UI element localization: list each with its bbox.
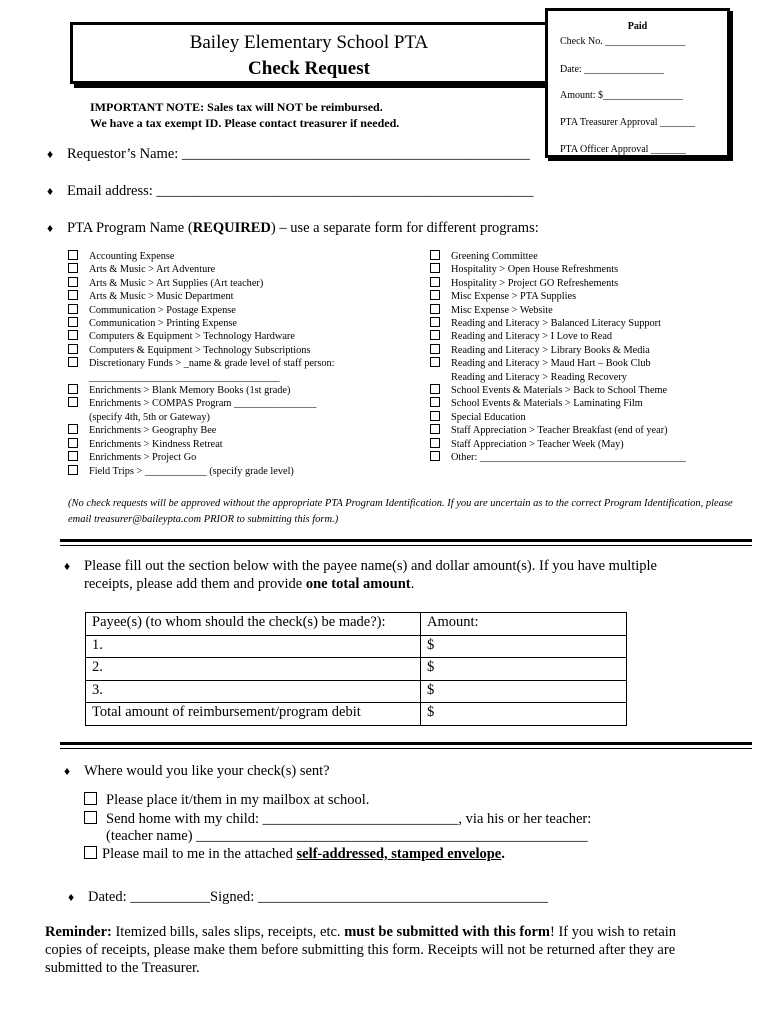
program-item[interactable]: Communication > Postage Expense	[68, 304, 335, 317]
program-item[interactable]: Enrichments > COMPAS Program ________________	[68, 397, 335, 410]
program-item[interactable]: Discretionary Funds > _name & grade level of staff person:	[68, 357, 335, 370]
checkbox-icon	[68, 357, 78, 367]
program-item[interactable]: Misc Expense > PTA Supplies	[430, 290, 686, 303]
checkbox-icon	[430, 330, 440, 340]
program-item[interactable]: Enrichments > Kindness Retreat	[68, 438, 335, 451]
program-item[interactable]: Reading and Literacy > Balanced Literacy Support	[430, 317, 686, 330]
checkbox-icon[interactable]	[84, 792, 97, 805]
payee-instruction-1: ♦ Please fill out the section below with the payee name(s) and dollar amount(s). If you have multiple	[64, 558, 657, 574]
checkbox-icon	[68, 250, 78, 260]
program-item[interactable]: School Events & Materials > Back to School Theme	[430, 384, 686, 397]
checkbox-icon	[68, 465, 78, 475]
checkbox-icon	[68, 304, 78, 314]
option-mailbox[interactable]: Please place it/them in my mailbox at school.	[84, 792, 369, 809]
checkbox-icon[interactable]	[84, 846, 97, 859]
program-item[interactable]: Reading and Literacy > Maud Hart – Book Club	[430, 357, 686, 370]
program-item[interactable]: Enrichments > Blank Memory Books (1st grade)	[68, 384, 335, 397]
program-item[interactable]: Arts & Music > Music Department	[68, 290, 335, 303]
program-item[interactable]: Enrichments > Geography Bee	[68, 424, 335, 437]
checkbox-icon	[68, 330, 78, 340]
program-item[interactable]: Field Trips > ____________ (specify grade level)	[68, 465, 335, 478]
title-box	[70, 22, 548, 84]
paid-amount-field[interactable]: Amount: $________________	[560, 90, 684, 101]
delivery-question: ♦ Where would you like your check(s) sent?	[64, 763, 330, 779]
diamond-bullet-icon: ♦	[47, 221, 54, 235]
amount-cell[interactable]: $	[421, 658, 627, 681]
option-mail[interactable]: Please mail to me in the attached self-addressed, stamped envelope.	[84, 846, 505, 863]
table-header-row	[86, 613, 627, 636]
checkbox-icon	[68, 344, 78, 354]
paid-date-field[interactable]: Date: ________________	[560, 64, 665, 75]
checkbox-icon	[430, 451, 440, 461]
program-item[interactable]: Hospitality > Open House Refreshments	[430, 263, 686, 276]
form-title: Check Request	[248, 58, 370, 79]
program-list-left	[68, 250, 335, 478]
checkbox-icon	[430, 277, 440, 287]
reminder-line2: copies of receipts, please make them before submitting this form. Receipts will not be returned after they are	[45, 942, 676, 958]
checkbox-icon	[430, 357, 440, 367]
payee-table	[85, 612, 627, 726]
payee-instruction-2: receipts, please add them and provide one total amount.	[84, 576, 415, 592]
email-field[interactable]: ♦ Email address: ____________________________________________________	[47, 183, 534, 199]
teacher-name-field[interactable]: (teacher name) ______________________________________________________	[106, 828, 588, 844]
payee-cell[interactable]: 2.	[86, 658, 421, 681]
diamond-bullet-icon: ♦	[64, 559, 71, 573]
checkbox-icon	[430, 424, 440, 434]
checkbox-icon	[68, 384, 78, 394]
checkbox-icon	[68, 277, 78, 287]
checkbox-icon	[430, 397, 440, 407]
checkbox-icon	[430, 317, 440, 327]
checkbox-icon	[68, 438, 78, 448]
diamond-bullet-icon: ♦	[64, 764, 71, 778]
program-item[interactable]: Staff Appreciation > Teacher Week (May)	[430, 438, 686, 451]
check-no-field[interactable]: Check No. ________________	[560, 36, 686, 47]
payee-cell[interactable]: 3.	[86, 680, 421, 703]
checkbox-icon	[430, 304, 440, 314]
program-item[interactable]: Arts & Music > Art Supplies (Art teacher)	[68, 277, 335, 290]
checkbox-icon	[68, 424, 78, 434]
paid-box	[545, 8, 730, 158]
program-heading: ♦ PTA Program Name (REQUIRED) – use a separate form for different programs:	[47, 220, 539, 236]
compas-specify: (specify 4th, 5th or Gateway)	[89, 411, 210, 423]
checkbox-icon	[430, 411, 440, 421]
table-row	[86, 680, 627, 703]
reminder-line1: Reminder: Itemized bills, sales slips, receipts, etc. must be submitted with this form! If you wish to retain	[45, 924, 677, 940]
checkbox-icon	[430, 250, 440, 260]
treasurer-approval-field[interactable]: PTA Treasurer Approval _______	[560, 117, 696, 128]
checkbox-icon	[68, 451, 78, 461]
program-id-note: (No check requests will be approved without the appropriate PTA Program Identification. If you are uncertain as to the correct Program Identification, please email treasurer@baileypta.com PRIOR to submitting this form.)	[68, 498, 733, 525]
program-item[interactable]: Reading and Literacy > I Love to Read	[430, 330, 686, 343]
program-item[interactable]: Other: ________________________________________	[430, 451, 686, 464]
col-header-payee: Payee(s) (to whom should the check(s) be made?):	[86, 613, 421, 636]
checkbox-icon	[68, 317, 78, 327]
program-item[interactable]: Reading and Literacy > Reading Recovery	[451, 371, 627, 383]
program-item[interactable]: Special Education	[430, 411, 686, 424]
program-item[interactable]: Greening Committee	[430, 250, 686, 263]
paid-title: Paid	[627, 21, 648, 32]
checkbox-icon	[430, 384, 440, 394]
total-amount-cell[interactable]: $	[421, 703, 627, 726]
checkbox-icon[interactable]	[84, 811, 97, 824]
payee-cell[interactable]: 1.	[86, 635, 421, 658]
checkbox-icon	[430, 438, 440, 448]
school-name: Bailey Elementary School PTA	[189, 32, 429, 53]
program-list-right	[430, 250, 686, 465]
option-send-home[interactable]: Send home with my child: ___________________________, via his or her teacher:	[84, 811, 591, 828]
diamond-bullet-icon: ♦	[47, 184, 54, 198]
reminder-line3: submitted to the Treasurer.	[45, 960, 200, 976]
diamond-bullet-icon: ♦	[47, 147, 54, 161]
program-item[interactable]: Staff Appreciation > Teacher Breakfast (end of year)	[430, 424, 686, 437]
program-item[interactable]: Hospitality > Project GO Refreshements	[430, 277, 686, 290]
officer-approval-field[interactable]: PTA Officer Approval _______	[560, 144, 686, 155]
program-item[interactable]: Computers & Equipment > Technology Hardware	[68, 330, 335, 343]
program-item[interactable]: Misc Expense > Website	[430, 304, 686, 317]
program-item[interactable]: Enrichments > Project Go	[68, 451, 335, 464]
table-row	[86, 703, 627, 726]
discretionary-line[interactable]: _____________________________________	[89, 371, 280, 383]
checkbox-icon	[430, 290, 440, 300]
total-label-cell: Total amount of reimbursement/program debit	[86, 703, 421, 726]
program-item[interactable]: Computers & Equipment > Technology Subscriptions	[68, 344, 335, 357]
program-item[interactable]: Arts & Music > Art Adventure	[68, 263, 335, 276]
program-item[interactable]: Reading and Literacy > Library Books & Media	[430, 344, 686, 357]
checkbox-icon	[68, 290, 78, 300]
checkbox-icon	[430, 263, 440, 273]
section-divider	[60, 539, 752, 546]
signature-line[interactable]: ♦ Dated: ___________Signed: ________________________________________	[68, 889, 548, 905]
program-item[interactable]: Communication > Printing Expense	[68, 317, 335, 330]
section-divider	[60, 742, 752, 749]
important-note-line1: IMPORTANT NOTE: Sales tax will NOT be reimbursed.	[90, 100, 383, 114]
important-note-line2: We have a tax exempt ID. Please contact treasurer if needed.	[90, 116, 400, 130]
program-item[interactable]: School Events & Materials > Laminating Film	[430, 397, 686, 410]
program-item[interactable]: Accounting Expense	[68, 250, 335, 263]
amount-cell[interactable]: $	[421, 680, 627, 703]
diamond-bullet-icon: ♦	[68, 890, 75, 904]
table-row	[86, 658, 627, 681]
col-header-amount: Amount:	[421, 613, 627, 636]
checkbox-icon	[68, 397, 78, 407]
table-row	[86, 635, 627, 658]
checkbox-icon	[68, 263, 78, 273]
requestor-field[interactable]: ♦ Requestor’s Name: ________________________________________________	[47, 146, 530, 162]
amount-cell[interactable]: $	[421, 635, 627, 658]
checkbox-icon	[430, 344, 440, 354]
